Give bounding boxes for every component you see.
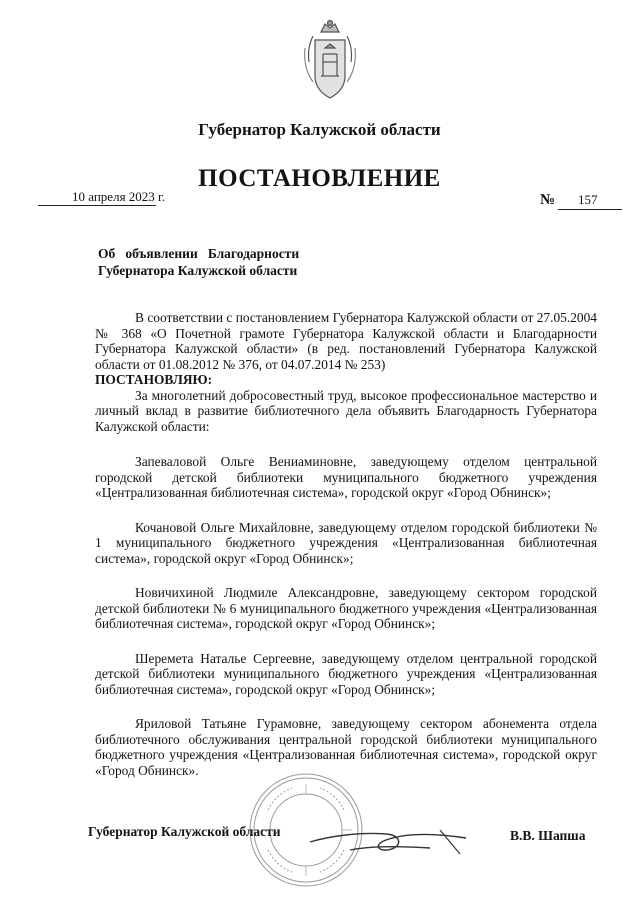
awardee-paragraph: Новичихиной Людмиле Александровне, заведующему сектором городской детской библиотеки № 6 муниципального бюджетного учреждения «Централизованная библиотечная система», городской округ «Город Обнинск»;: [95, 585, 597, 631]
awardee-paragraph: Запеваловой Ольге Вениаминовне, заведующему отделом центральной городской детской библиотеки муниципального бюджетного учреждения «Централизованная библиотечная система», городской округ «Город Обнинск»;: [95, 454, 597, 500]
coat-of-arms-icon: [299, 18, 361, 104]
awardee-paragraph: Кочановой Ольге Михайловне, заведующему отделом городской библиотеки № 1 муниципального бюджетного учреждения «Централизованная библиотечная система», городской округ «Город Обнинск»;: [95, 519, 597, 566]
preamble-paragraph: В соответствии с постановлением Губернатора Калужской области от 27.05.2004 № 368 «О Почетной грамоте Губернатора Калужской области и Благодарности Губернатора Калужской области» (в ред. постановлений Губернатора Калужской области от 01.08.2012 № 376, от 04.07.2014 № 253): [95, 310, 597, 372]
date-underline: [38, 205, 156, 206]
document-body: [95, 310, 597, 778]
intro-paragraph: За многолетний добросовестный труд, высокое профессиональное мастерство и личный вклад в развитие библиотечного дела объявить Благодарность Губернатора Калужской области:: [95, 387, 597, 434]
signatory-position: Губернатор Калужской области: [88, 824, 281, 839]
document-subject: [98, 245, 299, 279]
document-number: 157: [578, 192, 598, 207]
handwritten-signature-icon: [290, 810, 490, 870]
document-type: ПОСТАНОВЛЕНИЕ: [198, 165, 441, 192]
subject-line-2: Губернатора Калужской области: [98, 263, 298, 278]
issuing-authority: Губернатор Калужской области: [198, 120, 441, 139]
awardee-paragraph: Яриловой Татьяне Гурамовне, заведующему сектором абонемента отдела библиотечного обслуживания центральной городской библиотеки муниципального бюджетного учреждения «Централизованная библиотечная система», городской округ «Город Обнинск».: [95, 716, 597, 778]
subject-line-1: Об объявлении Благодарности: [98, 246, 300, 261]
signatory-name: В.В. Шапша: [510, 828, 586, 843]
number-sign: №: [540, 192, 556, 208]
document-date: 10 апреля 2023 г.: [72, 189, 166, 204]
decree-word: ПОСТАНОВЛЯЮ:: [95, 372, 213, 387]
awardee-paragraph: Шеремета Наталье Сергеевне, заведующему отделом центральной городской детской библиотеки муниципального бюджетного учреждения «Централизованная библиотечная система», городской округ «Город Обнинск»;: [95, 650, 597, 697]
number-underline: [558, 209, 622, 210]
